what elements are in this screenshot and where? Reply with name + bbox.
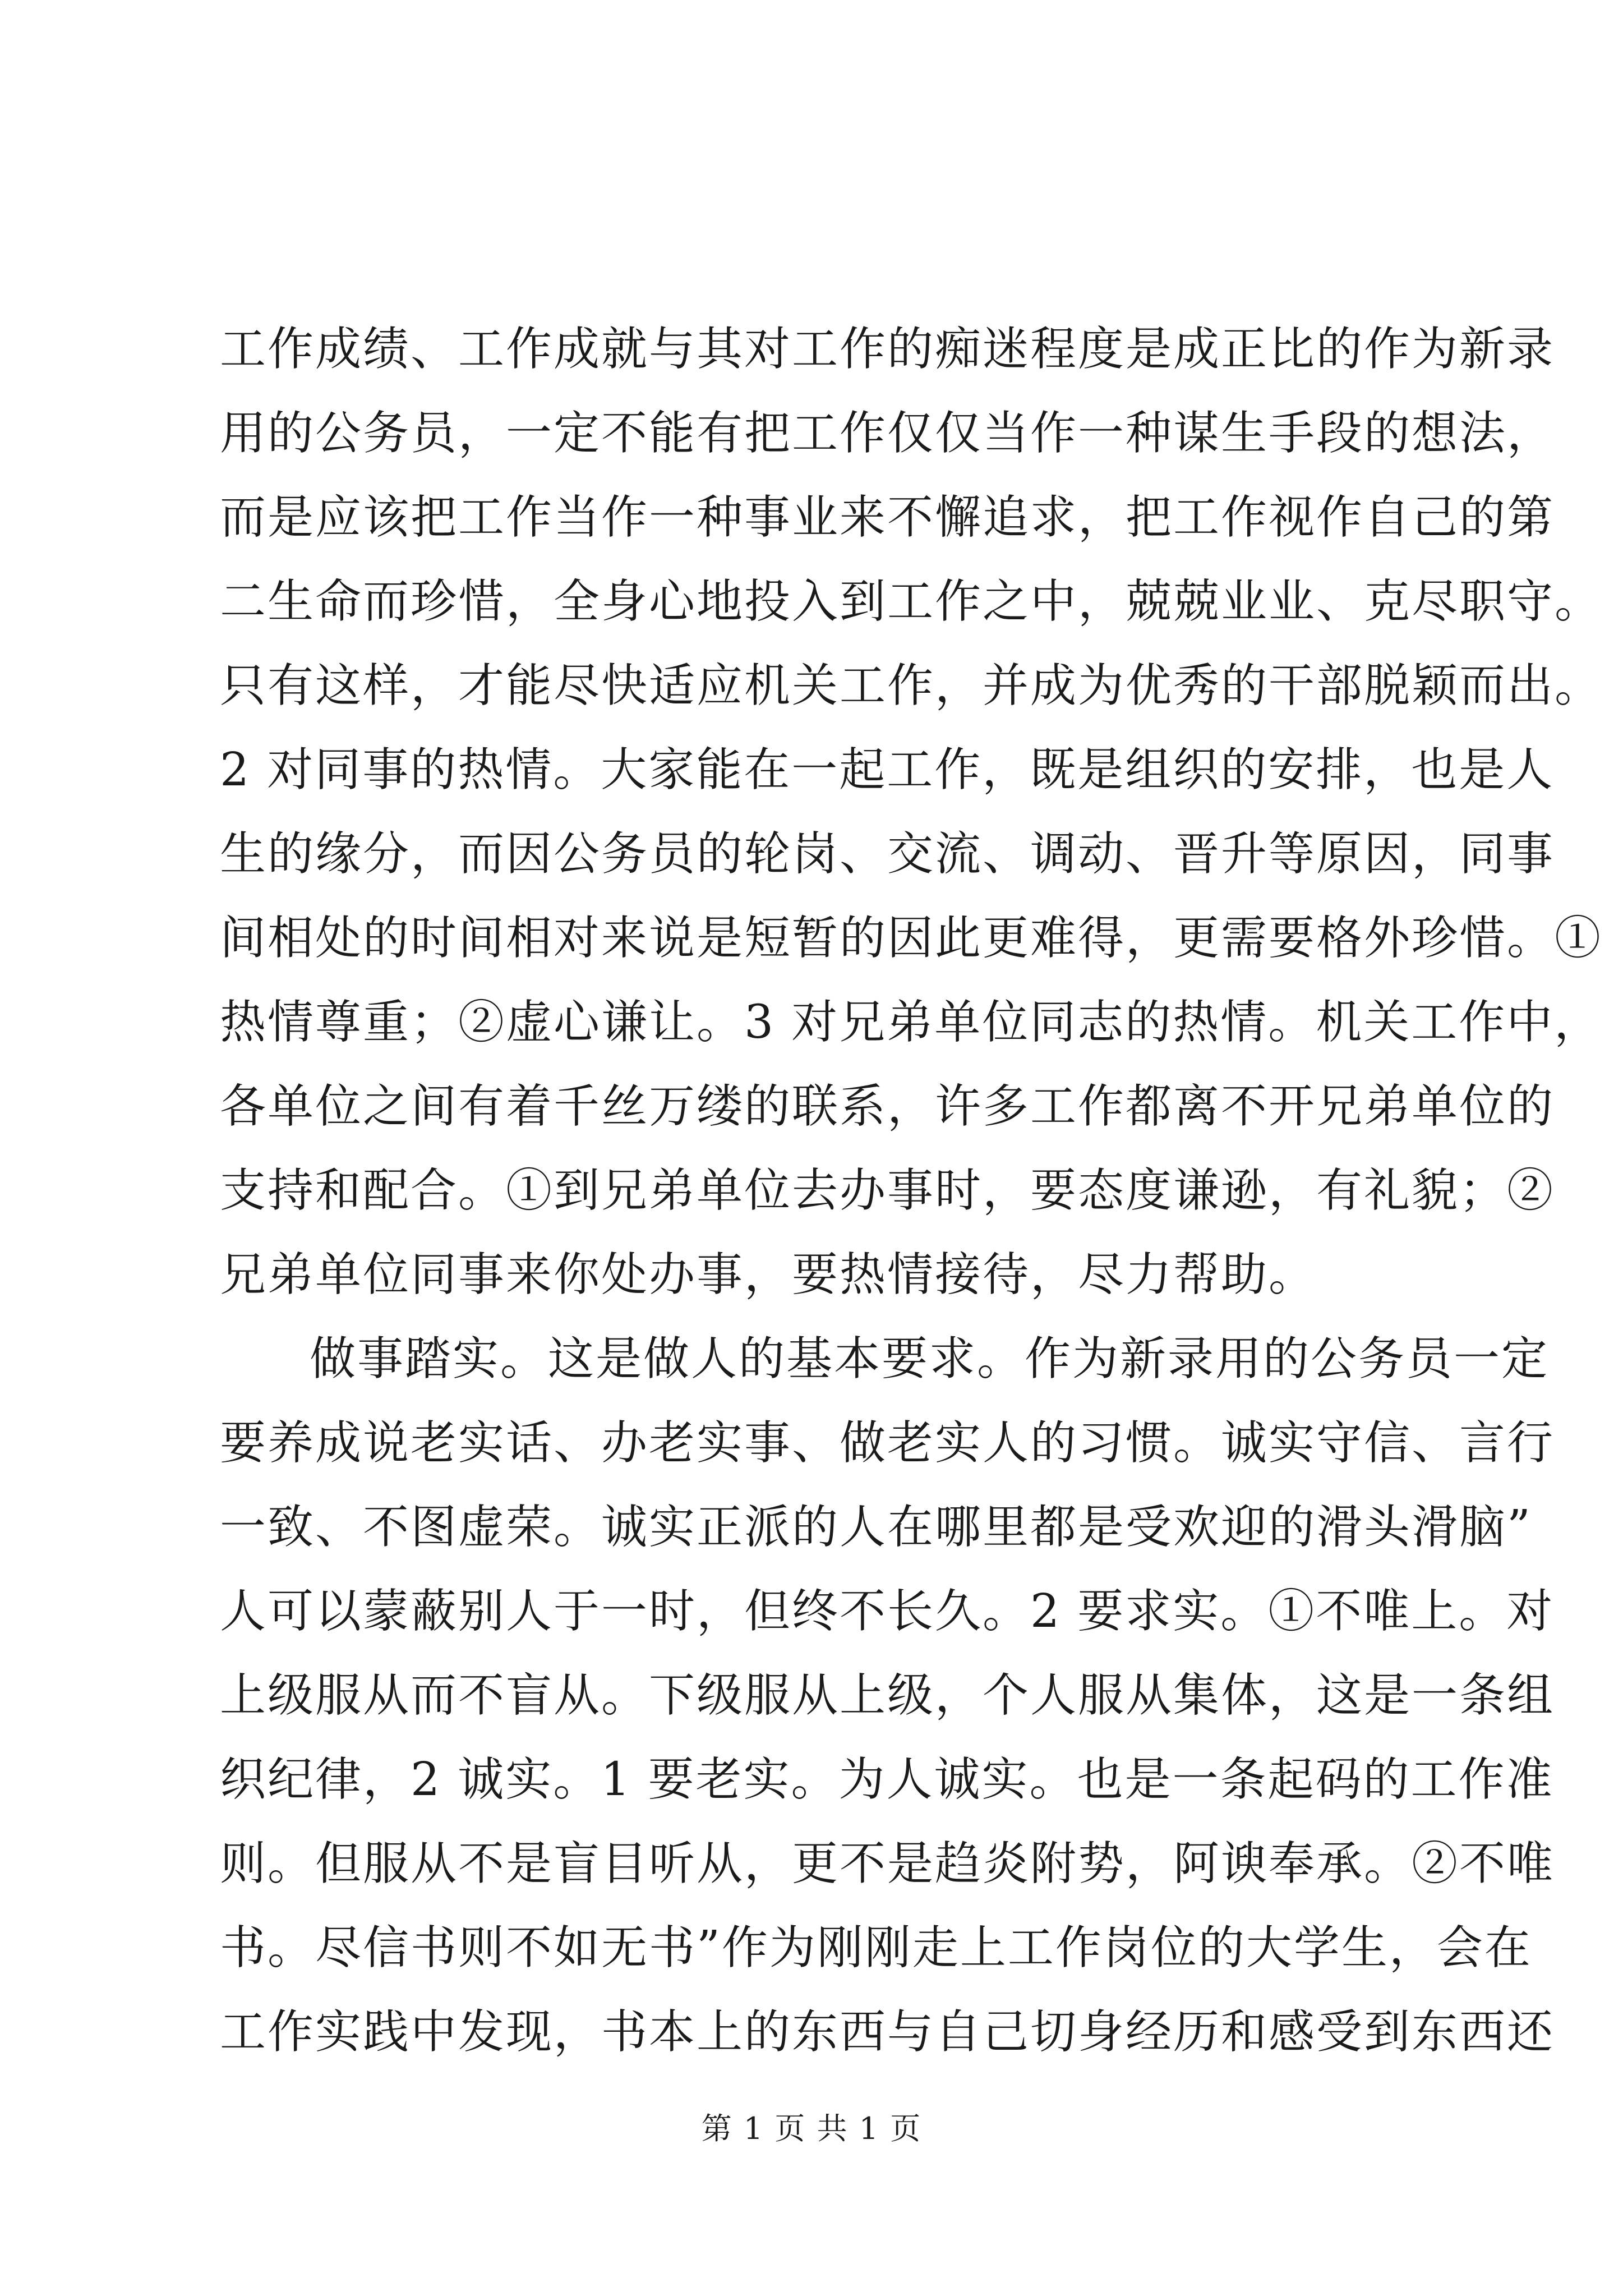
text-line: 2 对同事的热情。大家能在一起工作，既是组织的安排，也是人 <box>220 743 1555 797</box>
text-line: 则。但服从不是盲目听从，更不是趋炎附势，阿谀奉承。②不唯 <box>220 1837 1555 1890</box>
text-line: 人可以蒙蔽别人于一时，但终不长久。2 要求实。①不唯上。对 <box>220 1585 1555 1638</box>
text-line: 热情尊重；②虚心谦让。3 对兄弟单位同志的热情。机关工作中， <box>220 996 1602 1049</box>
page-number: 第 1 页 共 1 页 <box>701 2111 922 2146</box>
text-line: 工作实践中发现，书本上的东西与自己切身经历和感受到东西还 <box>220 2005 1555 2059</box>
text-line: 各单位之间有着千丝万缕的联系，许多工作都离不开兄弟单位的 <box>220 1080 1555 1133</box>
text-line: 用的公务员，一定不能有把工作仅仅当作一种谋生手段的想法， <box>220 407 1555 460</box>
text-line: 上级服从而不盲从。下级服从上级，个人服从集体，这是一条组 <box>220 1669 1555 1722</box>
text-line: 织纪律，2 诚实。1 要老实。为人诚实。也是一条起码的工作准 <box>220 1753 1554 1806</box>
text-line: 间相处的时间相对来说是短暂的因此更难得，更需要格外珍惜。① <box>220 912 1603 965</box>
text-line: 一致、不图虚荣。诚实正派的人在哪里都是受欢迎的滑头滑脑” <box>220 1501 1532 1554</box>
text-line: 工作成绩、工作成就与其对工作的痴迷程度是成正比的作为新录 <box>220 323 1555 376</box>
text-line: 二生命而珍惜，全身心地投入到工作之中，兢兢业业、克尽职守。 <box>220 575 1603 628</box>
text-line: 生的缘分，而因公务员的轮岗、交流、调动、晋升等原因，同事 <box>220 827 1555 881</box>
text-line: 而是应该把工作当作一种事业来不懈追求，把工作视作自己的第 <box>220 491 1555 544</box>
text-line: 兄弟单位同事来你处办事，要热情接待，尽力帮助。 <box>220 1248 1317 1301</box>
text-line: 书。尽信书则不如无书”作为刚刚走上工作岗位的大学生，会在 <box>220 1921 1532 1975</box>
body-text <box>220 307 1603 2074</box>
page-footer <box>0 2109 1623 2148</box>
text-line: 只有这样，才能尽快适应机关工作，并成为优秀的干部脱颖而出。 <box>220 659 1603 712</box>
paragraph-start-line: 做事踏实。这是做人的基本要求。作为新录用的公务员一定 <box>310 1332 1550 1386</box>
text-line: 支持和配合。①到兄弟单位去办事时，要态度谦逊，有礼貌；② <box>220 1164 1555 1217</box>
text-line: 要养成说老实话、办老实事、做老实人的习惯。诚实守信、言行 <box>220 1416 1555 1470</box>
